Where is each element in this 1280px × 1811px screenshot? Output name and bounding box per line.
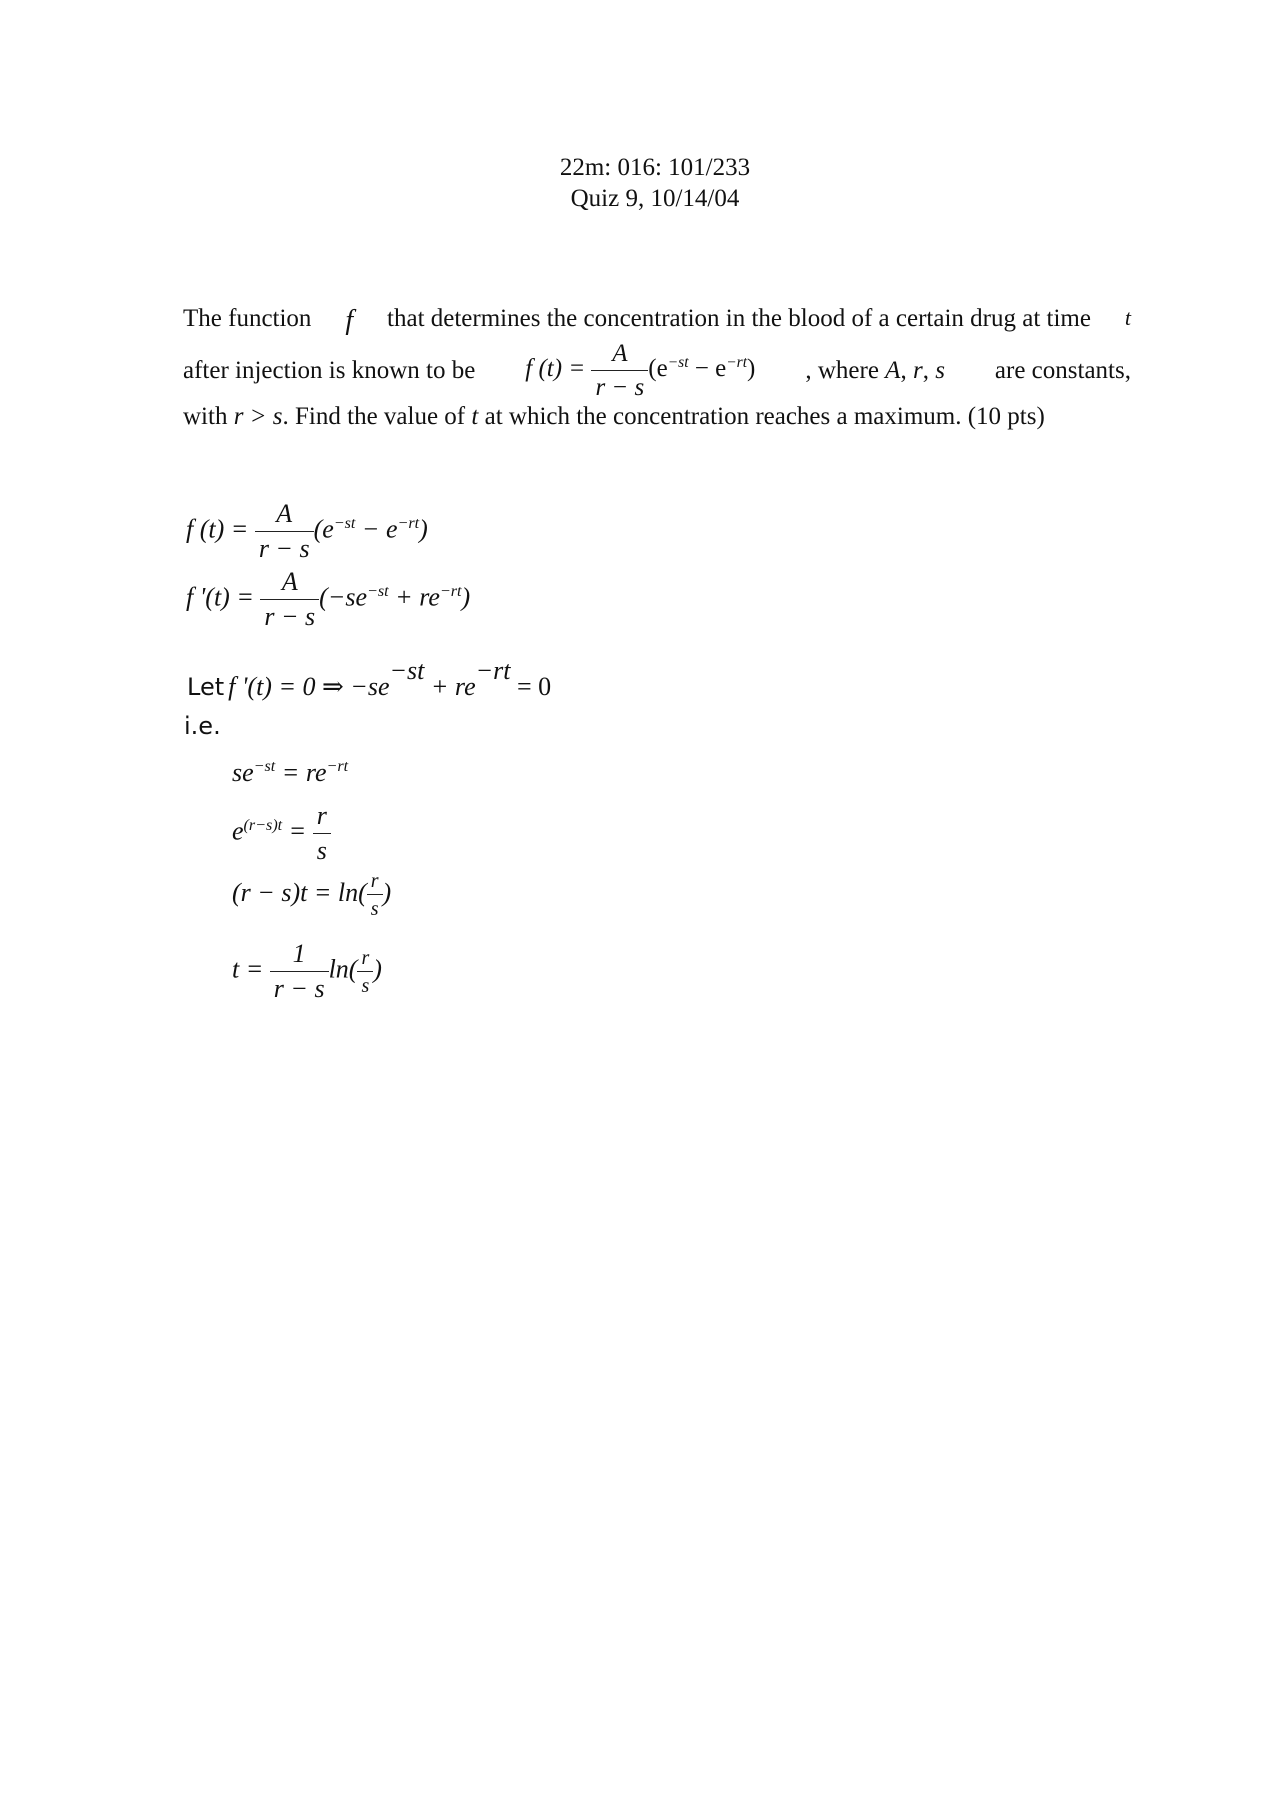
paren-close: ) xyxy=(461,582,471,612)
ie-label: i.e. xyxy=(184,712,221,740)
fraction-numerator: 1 xyxy=(270,940,329,972)
quiz-title: Quiz 9, 10/14/04 xyxy=(570,185,740,212)
paren-open: (e xyxy=(648,355,668,383)
step-1 xyxy=(232,758,348,788)
fraction xyxy=(260,568,319,631)
paren-close: ) xyxy=(382,877,392,907)
ln-open: ln( xyxy=(328,954,358,984)
fraction xyxy=(255,500,314,563)
var-r: r xyxy=(912,356,923,384)
minus-e: − e xyxy=(688,355,727,383)
fraction-a-over-r-minus-s xyxy=(591,340,648,401)
fraction-denominator: r − s xyxy=(273,973,325,1003)
fraction-r-over-s xyxy=(313,802,331,865)
fraction-denominator: s xyxy=(370,898,379,920)
let-word: Let xyxy=(187,673,225,701)
problem-line-3 xyxy=(183,403,1045,431)
var-t: t xyxy=(471,403,479,430)
let-line xyxy=(187,656,552,702)
problem-line-1 xyxy=(183,305,1131,337)
course-number: 22m: 016: 101/233 xyxy=(559,154,751,181)
fraction-numerator: r xyxy=(357,947,373,972)
fraction-1-over-r-minus-s xyxy=(270,940,329,1003)
fraction-numerator: r xyxy=(313,802,331,834)
problem-line-2 xyxy=(183,340,1131,401)
equation-f xyxy=(186,500,428,563)
paren-close: ) xyxy=(419,514,428,544)
step-4-solution xyxy=(232,940,382,1003)
condition-r-gt-s: r > s xyxy=(233,403,283,430)
fraction-denominator: r − s xyxy=(595,373,645,401)
problem-text: after injection is known to be xyxy=(183,356,476,384)
fraction-denominator: r − s xyxy=(264,601,316,631)
paren-close: ) xyxy=(373,954,382,984)
e-base: e xyxy=(232,816,244,846)
function-lhs: f (t) = xyxy=(525,355,586,383)
constants-clause xyxy=(805,357,945,385)
minus-e: − e xyxy=(355,514,398,544)
fraction-denominator: s xyxy=(316,835,327,865)
exponent: −rt xyxy=(475,656,511,686)
paren-open: (−se xyxy=(319,582,368,612)
fraction-r-over-s xyxy=(357,947,373,997)
let-equation: f '(t) = 0 ⇒ −se xyxy=(228,672,390,701)
quiz-header xyxy=(0,152,1280,214)
exponent: −rt xyxy=(326,758,349,776)
exponent: −rt xyxy=(439,582,462,600)
exponent: −st xyxy=(667,353,689,371)
step-3-lhs: (r − s)t = ln( xyxy=(232,877,367,907)
problem-text: . Find the value of xyxy=(282,403,466,430)
problem-text: that determines the concentration in the blood of a certain drug at time xyxy=(387,305,1091,332)
exponent: −rt xyxy=(726,353,748,371)
problem-text: , where xyxy=(805,356,879,384)
step-2 xyxy=(232,802,331,865)
plus-re: + re xyxy=(388,582,440,612)
fraction-r-over-s xyxy=(367,870,383,920)
fraction-numerator: A xyxy=(591,340,648,371)
function-definition xyxy=(525,340,755,401)
exponent: −st xyxy=(367,582,389,600)
fraction-denominator: r − s xyxy=(258,533,310,563)
var-a: A xyxy=(885,356,901,384)
exponent: −rt xyxy=(397,514,420,532)
equation-lhs: f (t) = xyxy=(186,514,249,544)
equals-re: = re xyxy=(275,758,327,787)
exponent: −st xyxy=(389,656,425,686)
fraction-denominator: s xyxy=(361,974,370,997)
fraction-numerator: A xyxy=(260,568,319,600)
var-s: s xyxy=(935,356,945,384)
t-equals: t = xyxy=(232,954,264,984)
exponent: −st xyxy=(333,514,356,532)
var-t: t xyxy=(1124,305,1131,330)
fraction-numerator: A xyxy=(255,500,314,532)
equals-zero: = 0 xyxy=(510,672,552,701)
comma: , xyxy=(922,356,929,384)
exponent: −st xyxy=(253,758,276,776)
se: se xyxy=(232,758,254,787)
paren-close: ) xyxy=(747,355,756,383)
comma: , xyxy=(900,356,907,384)
equation-f-prime xyxy=(186,568,470,631)
step-3 xyxy=(232,870,391,920)
equation-lhs: f '(t) = xyxy=(186,582,254,612)
exponent: (r−s)t xyxy=(243,816,283,834)
equals: = xyxy=(282,816,313,846)
problem-text: at which the concentration reaches a maximum. (10 pts) xyxy=(484,403,1045,430)
problem-text: are constants, xyxy=(994,356,1131,384)
var-f: f xyxy=(345,305,354,336)
problem-text: with xyxy=(183,403,228,430)
plus-re: + re xyxy=(424,672,476,701)
paren-open: (e xyxy=(313,514,334,544)
problem-text: The function xyxy=(183,305,312,332)
fraction-numerator: r xyxy=(367,870,383,895)
